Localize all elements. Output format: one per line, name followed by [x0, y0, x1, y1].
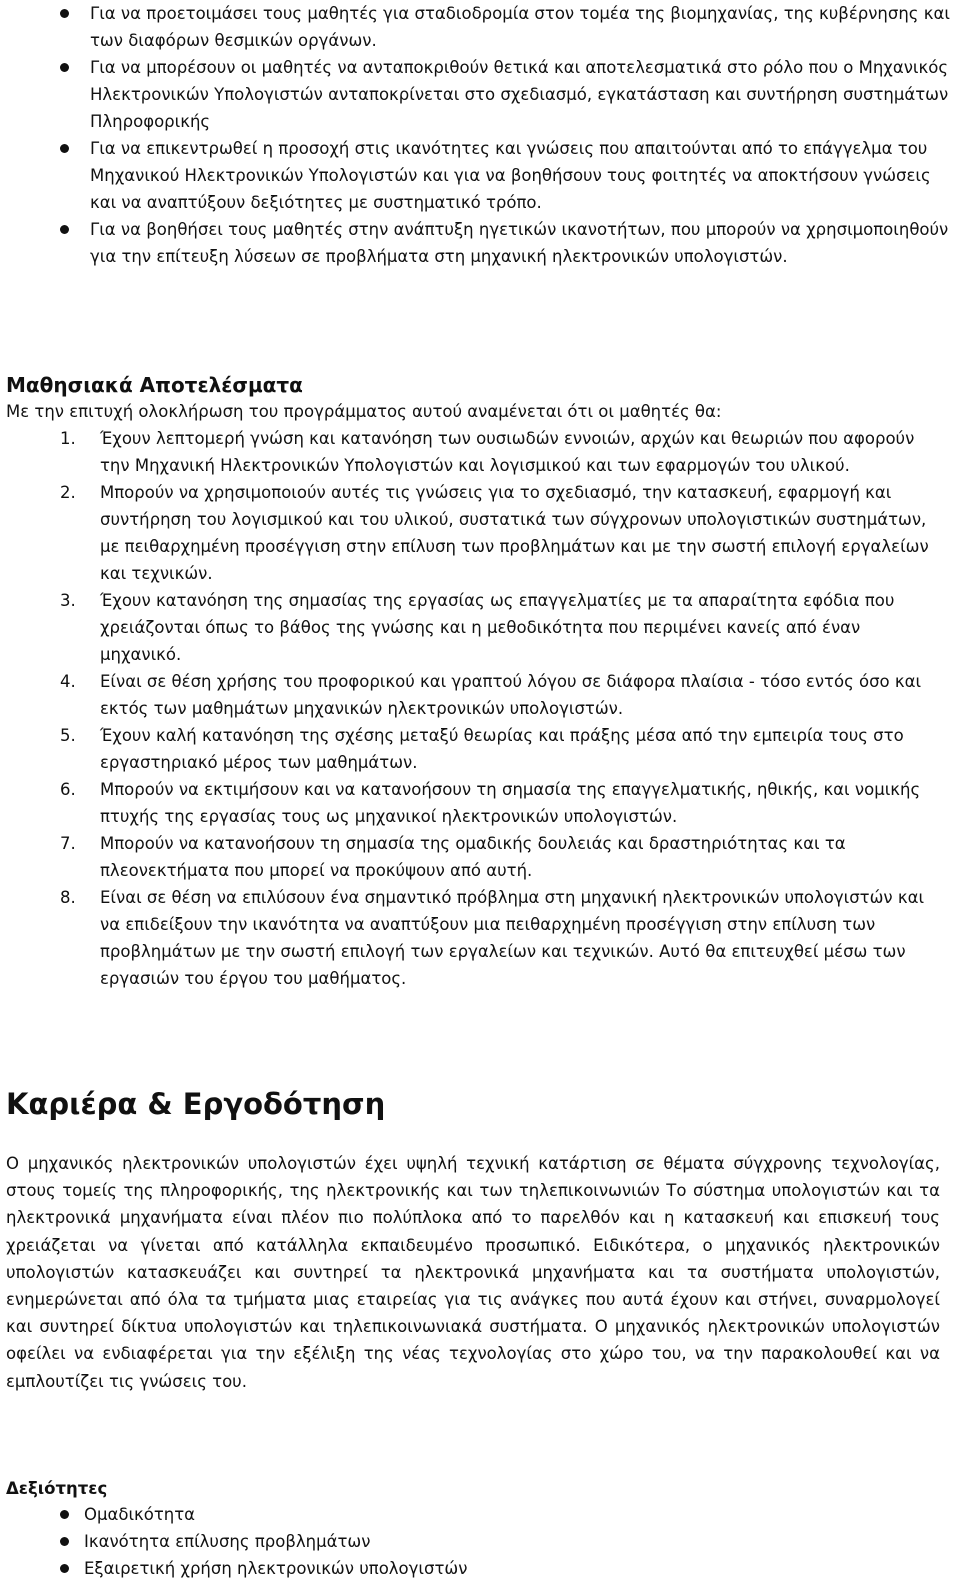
outcome-text: Είναι σε θέση χρήσης του προφορικού και γραπτού λόγου σε διάφορα πλαίσια - τόσο εντός όσο και εκτός των μαθημάτων μηχανικών ηλεκτρονικών υπολογιστών.	[100, 672, 922, 718]
outcome-number: 3.	[60, 591, 76, 610]
career-paragraph: Ο μηχανικός ηλεκτρονικών υπολογιστών έχει υψηλή τεχνική κατάρτιση σε θέματα σύγχρονης τεχνολογίας, στους τομείς της πληροφορικής, της ηλεκτρονικής και των τηλεπικοινωνιών Το σύστημα υπολογιστών και τα ηλεκτρονικά μηχανήματα είναι πλέον πιο πολύπλοκα από το παρελθόν και η κατασκευή και επισκευή τους χρειάζεται να γίνεται από κατάλληλα εκπαιδευμένο προσωπικό. Ειδικότερα, ο μηχανικός ηλεκτρονικών υπολογιστών κατασκευάζει και συντηρεί τα ηλεκτρονικά μηχανήματα και τα συστήματα υπολογιστών, ενημερώνεται από όλα τα τμήματα μιας εταιρείας για τις ανάγκες που αυτά έχουν και στήνει, συναρμολογεί και συντηρεί δίκτυα υπολογιστών και τηλεπικοινωνιακά συστήματα. Ο μηχανικός ηλεκτρονικών υπολογιστών οφείλει να ενδιαφέρεται για την εξέλιξη της νέας τεχνολογίας στο χώρο του, να την παρακολουθεί και να εμπλουτίζει τις γνώσεις του.	[6, 1154, 940, 1391]
outcome-number: 6.	[60, 780, 76, 799]
outcome-number: 2.	[60, 483, 76, 502]
outcome-text: Έχουν κατανόηση της σημασίας της εργασίας ως επαγγελματίες με τα απαραίτητα εφόδια που χρειάζονται όπως το βάθος της γνώσης και η μεθοδικότητα που περιμένει κανείς από έναν μηχανικό.	[100, 591, 895, 664]
outcome-text: Είναι σε θέση να επιλύσουν ένα σημαντικό πρόβλημα στη μηχανική ηλεκτρονικών υπολογιστών και να επιδείξουν την ικανότητα να αναπτύξουν μια πειθαρχημένη προσέγγιση στην επίλυση των προβλημάτων με την σωστή επιλογή των εργαλείων και τεχνικών. Αυτό θα επιτευχθεί μέσω των εργασιών του έργου του μαθήματος.	[100, 888, 925, 988]
outcome-text: Έχουν λεπτομερή γνώση και κατανόηση των ουσιωδών εννοιών, αρχών και θεωριών που αφορούν την Μηχανική Ηλεκτρονικών Υπολογιστών και λογισμικού και των εφαρμογών του υλικού.	[100, 429, 915, 475]
bullet-icon	[60, 225, 69, 234]
outcome-number: 7.	[60, 834, 76, 853]
bullet-icon	[60, 9, 69, 18]
outcome-number: 4.	[60, 672, 76, 691]
outcome-text: Μπορούν να εκτιμήσουν και να κατανοήσουν τη σημασία της επαγγελματικής, ηθικής, και νομικής πτυχής της εργασίας τους ως μηχανικοί ηλεκτρονικών υπολογιστών.	[100, 780, 921, 826]
outcome-item	[0, 668, 945, 722]
objective-item: Για να βοηθήσει τους μαθητές στην ανάπτυξη ηγετικών ικανοτήτων, που μπορούν να χρησιμοποιηθούν για την επίτευξη λύσεων σε προβλήματα στη μηχανική ηλεκτρονικών υπολογιστών.	[0, 216, 950, 270]
outcome-item	[0, 722, 945, 776]
bullet-icon	[60, 1564, 69, 1573]
bullet-icon	[60, 1537, 69, 1546]
outcome-number: 8.	[60, 888, 76, 907]
skills-heading: Δεξιότητες	[6, 1479, 108, 1498]
outcome-text: Μπορούν να χρησιμοποιούν αυτές τις γνώσεις για το σχεδιασμό, την κατασκευή, εφαρμογή και συντήρηση του λογισμικού και του υλικού, συστατικά των σύγχρονων υπολογιστικών συστημάτων, με πειθαρχημένη προσέγγιση στην επίλυση των προβλημάτων και με την σωστή επιλογή εργαλείων και τεχνικών.	[100, 483, 929, 583]
learning-outcomes-list	[0, 425, 945, 992]
outcome-number: 5.	[60, 726, 76, 745]
bullet-icon	[60, 1510, 69, 1519]
outcome-item	[0, 425, 945, 479]
learning-outcomes-intro: Με την επιτυχή ολοκλήρωση του προγράμματος αυτού αναμένεται ότι οι μαθητές θα:	[6, 402, 722, 421]
learning-outcomes-heading: Μαθησιακά Αποτελέσματα	[6, 373, 303, 397]
outcome-item	[0, 479, 945, 587]
skill-item: Ομαδικότητα	[0, 1501, 900, 1528]
skill-item: Ικανότητα επίλυσης προβλημάτων	[0, 1528, 900, 1555]
outcome-item	[0, 830, 945, 884]
outcome-text: Μπορούν να κατανοήσουν τη σημασία της ομαδικής δουλειάς και δραστηριότητας και τα πλεονεκτήματα που μπορεί να προκύψουν από αυτή.	[100, 834, 846, 880]
outcome-item	[0, 884, 945, 992]
bullet-icon	[60, 63, 69, 72]
career-heading: Καριέρα & Εργοδότηση	[6, 1087, 386, 1121]
objective-item: Για να μπορέσουν οι μαθητές να ανταποκριθούν θετικά και αποτελεσματικά στο ρόλο που ο Μηχανικός Ηλεκτρονικών Υπολογιστών ανταποκρίνεται στο σχεδιασμό, εγκατάσταση και συντήρηση συστημάτων Πληροφορικής	[0, 54, 950, 135]
skill-item: Εξαιρετική χρήση ηλεκτρονικών υπολογιστών	[0, 1555, 900, 1582]
outcome-text: Έχουν καλή κατανόηση της σχέσης μεταξύ θεωρίας και πράξης μέσα από την εμπειρία τους στο εργαστηριακό μέρος των μαθημάτων.	[100, 726, 904, 772]
skills-list	[0, 1501, 900, 1582]
outcome-item	[0, 587, 945, 668]
objective-item: Για να επικεντρωθεί η προσοχή στις ικανότητες και γνώσεις που απαιτούνται από το επάγγελμα του Μηχανικού Ηλεκτρονικών Υπολογιστών και για να βοηθήσουν τους φοιτητές να αποκτήσουν γνώσεις και να αναπτύξουν δεξιότητες με συστηματικό τρόπο.	[0, 135, 950, 216]
outcome-number: 1.	[60, 429, 76, 448]
objectives-list	[0, 0, 950, 270]
bullet-icon	[60, 144, 69, 153]
objective-item: Για να προετοιμάσει τους μαθητές για σταδιοδρομία στον τομέα της βιομηχανίας, της κυβέρνησης και των διαφόρων θεσμικών οργάνων.	[0, 0, 950, 54]
outcome-item	[0, 776, 945, 830]
